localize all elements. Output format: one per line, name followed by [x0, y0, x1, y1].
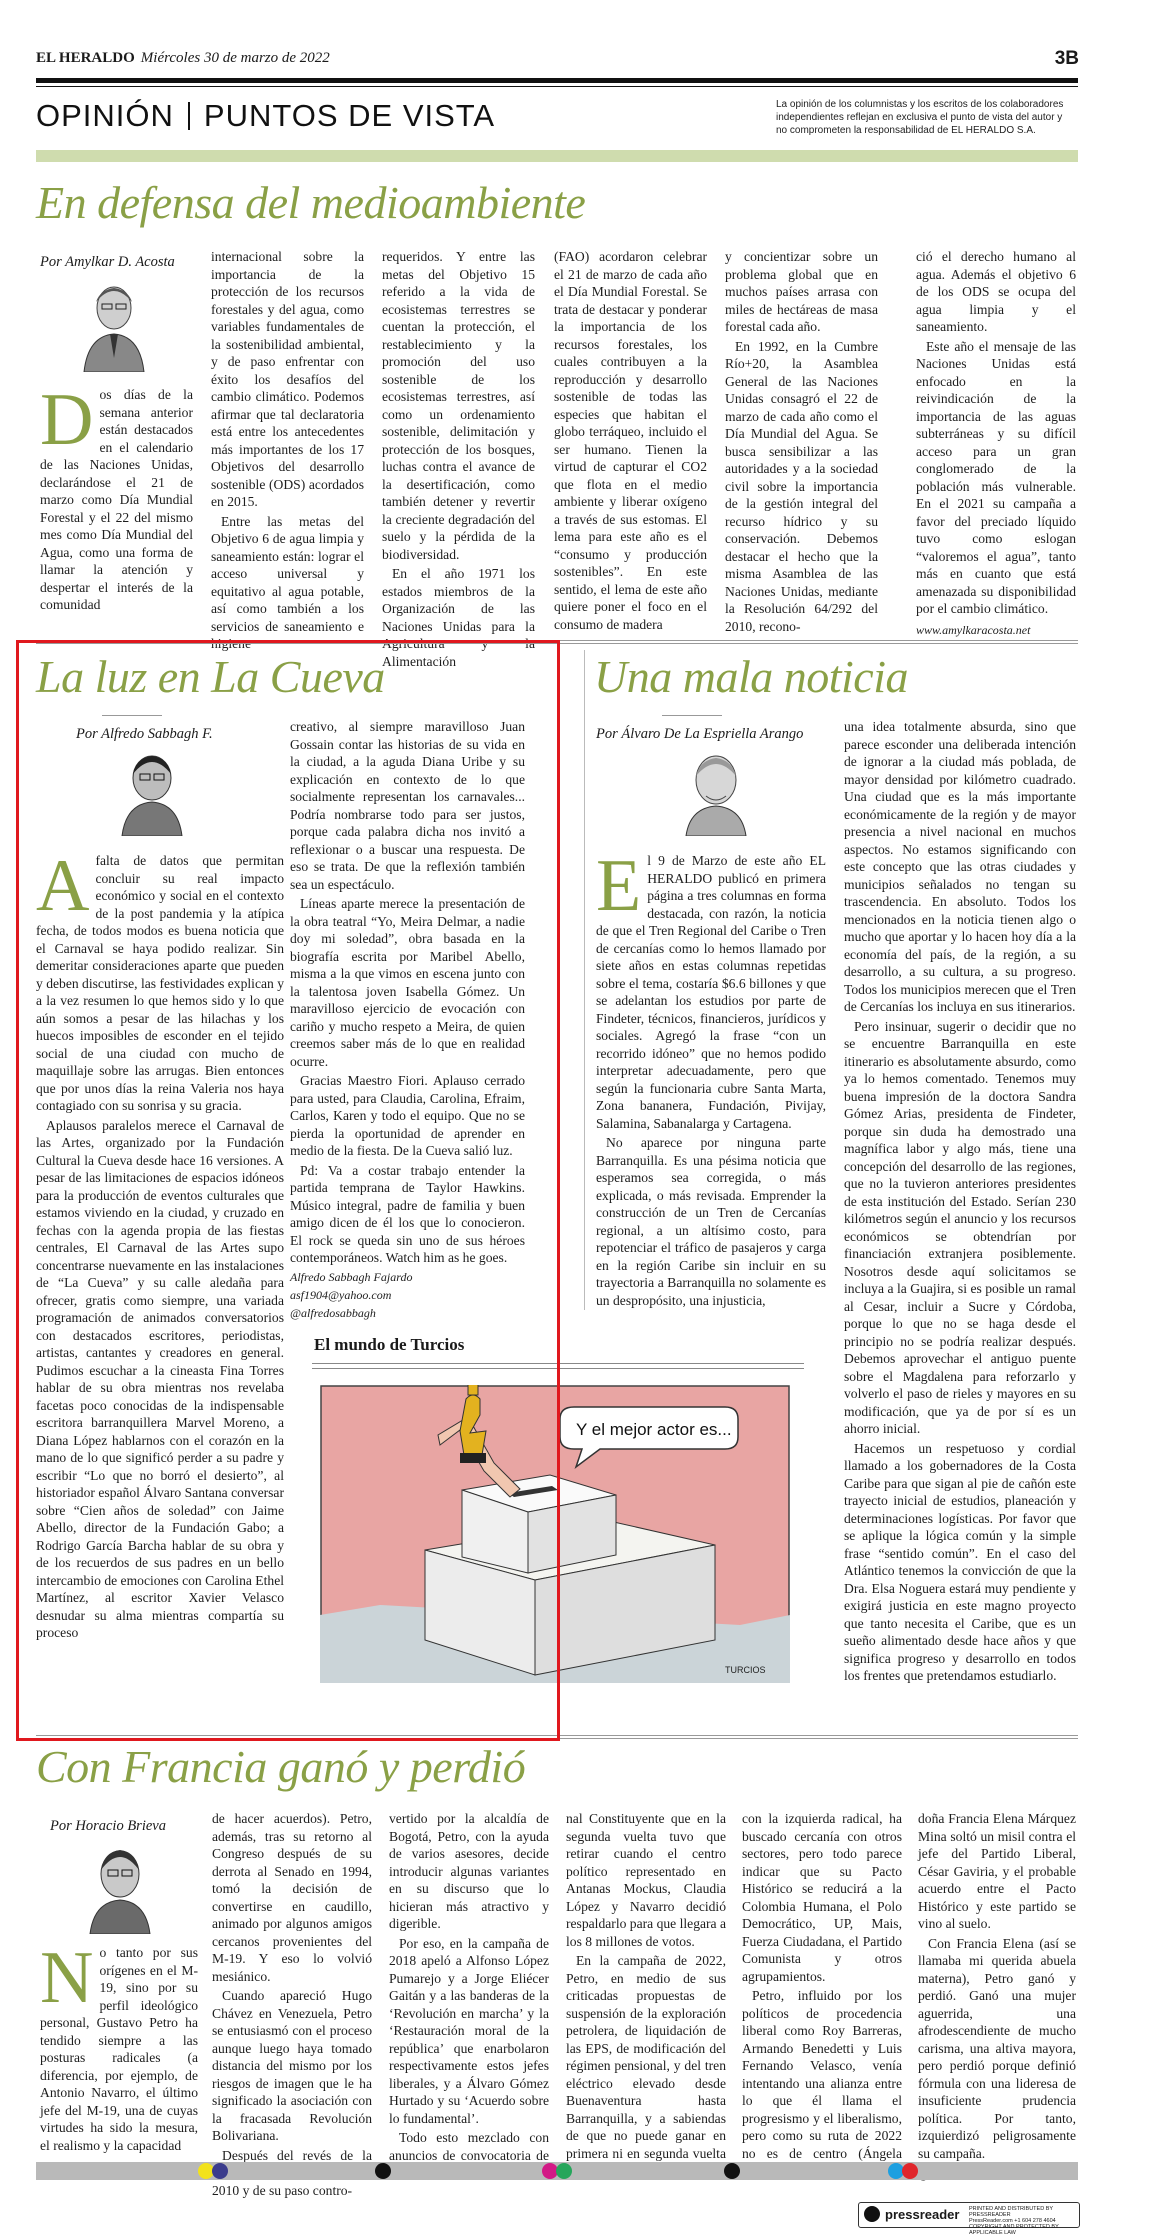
registration-dot: [556, 2163, 572, 2179]
article1-col3: [382, 248, 535, 672]
small-print-line: COPYRIGHT AND PROTECTED BY APPLICABLE LAW: [969, 2224, 1059, 2236]
paragraph: l 9 de Marzo de este año EL HERALDO publicó en primera página a tres columnas en forma destacada, con razón, la noticia de que el Tren Regional del Caribe o Tren de cercanías como lo hemos llamado por siete años en estas columnas repetidas sobre el tema, costaría $6.6 billones y que se adelantan los estudios por parte de Findeter, técnicos, financieros, jurídicos y sociales. Agregó la frase “con un recorrido idóneo” que no hemos podido interpretar adecuadamente, pero que según la funcionaria cubre Santa Marta, Zona bananera, Fundación, Pivijay, Salamina, Sabanalarga y Cartagena.: [596, 853, 826, 1131]
paragraph: Por eso, en la campaña de 2018 apeló a Alfonso López Pumarejo y a Jorge Eliécer Gaitán y a las banderas de la ‘Revolución en marcha’ y la ‘Restauración moral de la república’ que enarbolaron respectivamente estos jefes liberales, y a Álvaro Gómez Hurtado y su ‘Acuerdo sobre lo fundamental’.: [389, 1935, 549, 2126]
dropcap: A: [36, 845, 90, 927]
disclaimer: La opinión de los columnistas y los escritos de los colaboradores independientes reflejan en exclusiva el punto de vista del autor y no comprometen la responsabilidad de EL HERALDO S.A.: [776, 99, 1064, 136]
paragraph: Entre las metas del Objetivo 6 de agua limpia y saneamiento están: lograr el acceso universal y equitativo al agua potable, así como también a los servicios de saneamiento e higiene: [211, 513, 364, 651]
paragraph: En 1992, en la Cumbre Río+20, la Asamblea General de las Naciones Unidas consagró el 22 de marzo de cada año como el Día Mundial del Agua. Se busca sensibilizar a las autoridades y a la sociedad civil sobre la importancia de la gestión integral del recurso hídrico y su conservación. Debemos destacar el hecho que la misma Asamblea de las Naciones Unidas, mediante la Resolución 64/292 del 2010, recono-: [725, 338, 878, 634]
paragraph: Cuando apareció Hugo Chávez en Venezuela, Petro se entusiasmó con el proceso aunque luego haya tomado distancia del mismo por los riesgos de imagen que le ha significado la asociación con la fracasada Revolución Bolivariana.: [212, 1988, 372, 2143]
paragraph: vertido por la alcaldía de Bogotá, Petro, con la ayuda de varios asesores, decide introducir algunas variantes en su discurso que lo hicieran más atractivo y digerible.: [389, 1811, 549, 1931]
paragraph: requeridos. Y entre las metas del Objetivo 15 referido a la vida de ecosistemas terrestres se cuentan la protección, el restablecimiento y la promoción del uso sostenible de los ecosistemas terrestres, así como un ordenamiento sostenible, delimitación y protección de los bosques, luchas contra el avance de la desertificación, como también detener y revertir la creciente degradación del suelo y la pérdida de la biodiversidad.: [382, 249, 535, 562]
article1-headline: En defensa del medioambiente: [36, 177, 586, 228]
section-band: [36, 150, 1078, 162]
article1-col2: [211, 248, 364, 655]
paragraph: de hacer acuerdos). Petro, además, tras su retorno al Congreso después de su derrota al Senado en 1994, tomó la decisión de convertirse en caudillo, animado por algunos amigos cercanos provenientes del M-19. Y eso lo volvió mesiánico.: [212, 1811, 372, 1984]
article1-col1: [40, 379, 193, 616]
column-divider: [584, 650, 585, 1310]
paragraph: Pero insinuar, sugerir o decidir que no se encuentre Barranquilla en este itinerario es absolutamente absurdo, como ya lo hemos comentado. Tenemos muy buena impresión de la doctora Sandra Gómez Arias, presidenta de Findeter, porque sin duda ha demostrado una magnífica labor y algo más, tiene una concepción del desarrollo de las regiones, que no la tuvieron anteriores presidentes de esta institución del Estado. Serían 230 kilómetros según el anuncio y los recursos económicos se obtendrían por financiación extranjera posiblemente. Nosotros desde aquí solicitamos se incluya a la Guajira, si es posible un ramal al Cesar, incluir a Sucre y Córdoba, porque lo que no se haga desde el principio no se podría realizar después. Debemos aprovechar el antiguo puente sobre el Magdalena para reforzarlo y volverlo el paso de rieles y mayores en su modificación, que ya de por sí es un ahorro inicial.: [844, 1018, 1076, 1436]
author-portrait: [88, 1842, 152, 1934]
article3-headline: Una mala noticia: [594, 651, 908, 702]
paragraph: una idea totalmente absurda, sino que parece esconder una deliberada intención de ignorar a la ciudad más poblada, de mayor densidad por kilómetro cuadrado. Una ciudad que es la más importante económicamente de la región y de mayor presencia a nivel nacional en muchos aspectos. No estamos significando con este concepto que las otras ciudades y municipios señalados no tengan su trascendencia. En absoluto. Todos los mencionados en la noticia tienen algo o mucho que aportar y lo hacen hoy día a la economía del país, de la región, a su desarrollo, a su cultura, a su progreso. Todos los municipios merecen que el Tren de Cercanías los incluya en sus itinerarios.: [844, 719, 1076, 1014]
header-rule: [36, 78, 1078, 83]
author-portrait: [82, 278, 146, 372]
paragraph: y concientizar sobre un problema global que en muchos países arrasa con miles de hectáreas de masa forestal cada año.: [725, 249, 878, 334]
registration-dot: [724, 2163, 740, 2179]
section-title: [36, 98, 495, 134]
article1-col4: [554, 248, 707, 635]
pressreader-badge[interactable]: [858, 2202, 1080, 2236]
article4-headline: Con Francia ganó y perdió: [36, 1741, 526, 1792]
article4-col1: [40, 1937, 198, 2156]
article4-col3: [389, 1810, 549, 2184]
paragraph: No aparece por ninguna parte Barranquilla. Es una pésima noticia que esperamos sea corregida, o más explicada, o más revisada. Emprender la construcción de un Tren de Cercanías regional, a un altísimo costo, para repotenciar el tráfico de pasajeros y carga en la región Caribe sin incluir en su trayectoria a Barranquilla no solamente es un despropósito, una injusticia,: [596, 1135, 826, 1308]
paragraph: Pd: Va a costar trabajo entender la partida temprana de Taylor Hawkins. Músico integral, padre de familia y buen amigo dicen de él los que lo conocieron. El rock se queda sin uno de sus héroes contemporáneos. Watch him as he goes.: [290, 1162, 525, 1265]
paragraph: o tanto por sus orígenes en el M-19, sino por su perfil ideológico personal, Gustavo Petro ha tendido siempre a las posturas radicales (a diferencia, por ejemplo, de Antonio Navarro, el último jefe del M-19, una de cuyas virtudes ha sido la mesura, el realismo y la capacidad: [40, 1945, 198, 2153]
paragraph: Líneas aparte merece la presentación de la obra teatral “Yo, Meira Delmar, a nadie doy mi soledad”, obra basada en la biografía escrita por Maribel Abello, misma a la que vimos en escena junto con la talentosa joven Isabella Gómez. Un maravilloso ejercicio de evocación con cariño y mucho respeto a Meira, de quien creemos saber más de lo que en realidad ocurre.: [290, 896, 525, 1069]
author-website: www.amylkaracosta.net: [916, 622, 1031, 637]
paragraph: Todo esto mezclado con anuncios de convocatoria de: [389, 2130, 549, 2163]
paragraph: falta de datos que permitan concluir su real impacto económico y social en el contexto de la post pandemia y la atípica fecha, de todos modos es buena noticia que el Carnaval se haya podido realizar. Sin demeritar consideraciones aparte que pueden y deben discutirse, las festividades explican y a la vez resumen lo que hemos sido y lo que aún somos a pesar de las hilachas y los huecos imposibles de esconder en el tejido social de una ciudad con mucho de maquillaje sobre las arrugas. Bien entonces que por unos días la reina Valeria nos haya contagiado con su sonrisa y su gracia.: [36, 853, 285, 1113]
dropcap: E: [596, 845, 642, 927]
page-number: 3B: [1054, 48, 1079, 69]
paragraph: Con Francia Elena (así se llamaba mi querida abuela materna), Petro ganó y perdió. Ganó una mujer aguerrida, una afrodescendiente de mucho carisma, una altiva mayora, pero perdió porque definió fórmula con una lideresa de insuficiente prudencia política. Por tanto, izquierdizó peligrosamente su campaña.: [918, 1935, 1076, 2161]
byline-rule: [662, 715, 722, 716]
paragraph: internacional sobre la importancia de la protección de los recursos forestales y del agua, como variables fundamentales de la sostenibilidad ambiental, y de paso enfrentar con éxito los desafíos del cambio climático. Podemos afirmar que tal declaratoria está entre los antecedentes más importantes de los 17 Objetivos del desarrollo sostenible (ODS) acordados en 2015.: [211, 249, 364, 509]
paragraph: Gracias Maestro Fiori. Aplauso cerrado para usted, para Claudia, Carolina, Efraim, Carlos, Karen y todo el equipo. Que no se pierda la oportunidad de aprender en medio de la fiesta. De la Cueva salió luz.: [290, 1073, 525, 1158]
cartoonist-signature: TURCIOS: [725, 1665, 766, 1675]
article4-col2: [212, 1810, 372, 2201]
paragraph: Petro, influido por los políticos de procedencia liberal como Roy Barreras, Armando Benedetti y Luis Fernando Velasco, venía intentando una alianza entre lo que él llama el progresismo y el liberalismo, pero como su ruta de 2022 no es de centro (Ángela: [742, 1988, 902, 2161]
article2-headline: La luz en La Cueva: [36, 651, 385, 702]
paragraph: ció el derecho humano al agua. Además el objetivo 6 de los ODS se ocupa del agua limpia y el saneamiento.: [916, 249, 1076, 334]
small-print-line: PRINTED AND DISTRIBUTED BY PRESSREADER: [969, 2206, 1053, 2218]
issue-date: Miércoles 30 de marzo de 2022: [140, 50, 330, 66]
article2-byline: Por Alfredo Sabbagh F.: [76, 726, 213, 742]
article3-byline: Por Álvaro De La Espriella Arango: [596, 726, 804, 742]
signature-name: Alfredo Sabbagh Fajardo: [290, 1269, 413, 1284]
pressreader-brand: pressreader: [885, 2207, 960, 2222]
paragraph: Hacemos un respetuoso y cordial llamado a los gobernadores de la Costa Caribe para que sigan al pie de cañón este trayecto inicial de estudios, planeación y determinaciones logísticas. Por favor que se aplique la lógica común y la simple frase “sentido común”. En el caso del Atlántico tenemos la convicción de que la Dra. Elsa Noguera estará muy pendiente y exigirá justicia en este magno proyecto que tanto necesita el Caribe, que es un sueño alimentado desde hace años y que significa progreso y desarrollo en todos los frentes que pretendamos estudiarlo.: [844, 1440, 1076, 1683]
article1-col6: [916, 248, 1076, 641]
registration-dot: [375, 2163, 391, 2179]
author-portrait: [684, 748, 748, 836]
paragraph: os días de la semana anterior están destacados en el calendario de las Naciones Unidas, declarándose el 21 de marzo como Día Mundial Forestal y el 22 del mismo mes como Día Mundial del Agua, como una forma de llamar la atención y despertar el interés de la comunidad: [40, 387, 193, 612]
article4-byline: Por Horacio Brieva: [50, 1818, 166, 1834]
paragraph: con la izquierda radical, ha buscado cercanía con otros sectores, pero todo parece indicar que su Pacto Histórico se reducirá a la Colombia Humana, el Polo Democrático, UP, Mais, Fuerza Ciudadana, el Partido Comunista y otros agrupamientos.: [742, 1811, 902, 1984]
section-name: OPINIÓN: [36, 98, 174, 133]
paper-name: EL HERALDO: [36, 50, 135, 66]
paragraph: nal Constituyente que en la segunda vuelta tuvo que retirar cuando el centro político representado en Antanas Mockus, Claudia López y Navarro decidió respaldarlo para que llegara a los 8 millones de votos.: [566, 1811, 727, 1949]
masthead: [36, 50, 330, 67]
dropcap: N: [40, 1937, 94, 2019]
subsection-name: PUNTOS DE VISTA: [203, 98, 496, 133]
paragraph: creativo, al siempre maravilloso Juan Gossain contar las historias de su vida en la ciudad, a la aguda Diana Uribe y su explicación en contexto de lo que socialmente representan los carnavales... Podría nombrarse todo para ser justos, porque cada palabra dicha nos invitó a reflexionar o a buscar una respuesta. De eso se trata. De que la reflexión también sea un espectáculo.: [290, 719, 525, 892]
article3-col1: [596, 845, 826, 1311]
header-rule-thin: [36, 86, 1078, 87]
article1-byline: Por Amylkar D. Acosta: [40, 254, 175, 270]
article4-col4: [566, 1810, 726, 2182]
paragraph: Aplausos paralelos merece el Carnaval de las Artes, organizado por la Fundación Cultural la Cueva desde hace 16 versiones. A pesar de las limitaciones de espacios idóneos para la producción de eventos culturales que estamos viviendo en la ciudad, y cruzado en fechas con la agenda propia de las fiestas centrales, El Carnaval de las Artes supo concentrarse nuevamente en las instalaciones de “La Cueva” y su calle aledaña para ofrecer, gratis como siempre, una variada programación de animados conversatorios con destacados escritores, periodistas, artistas, cantantes y creadores en general. Pudimos escuchar a la cineasta Fina Torres hablar de su obra mientras nos revelaba facetas poco conocidas de la indispensable escritora barranquillera Marvel Moreno, a Diana López hablarnos con el corazón en la mano de lo que significó perder a su padre y escribir “Lo que no borró el desierto”, al historiador español Álvaro Santana conversar sobre “Cien años de soledad” con Jaime Abello, director de la Fundación Gabo; a Rodrigo García Barcha hablar de su obra y de los recuerdos de sus padres en un bello intercambio de emociones con Carolina Ethel Martínez, al escritor Xavier Velasco desnudar su alma mientras compartía su proceso: [36, 1117, 284, 1640]
paragraph: En la campaña de 2022, Petro, en medio de sus criticadas propuestas de suspensión de la exploración petrolera, de liquidación de las EPS, de modificación del régimen pensional, y del tren eléctrico elevado desde Buenaventura hasta Barranquilla, y a sabiendas de que no puede ganar en primera ni en segunda vuelta: [566, 1953, 726, 2161]
small-print-line: PressReader.com +1 604 278 4604: [969, 2218, 1056, 2224]
article4-col5: [742, 1810, 902, 2182]
signature-handle: @alfredosabbagh: [290, 1305, 376, 1320]
paragraph: (FAO) acordaron celebrar el 21 de marzo de cada año el Día Mundial Forestal. Se trata de destacar y ponderar la importancia de los recursos forestales, los cuales contribuyen a la reproducción y desarrollo sostenible de todas las especies que habitan el globo terráqueo, incluido el ser humano. Tienen la virtud de capturar el CO2 que flota en el medio ambiente y liberar oxígeno a través de sus estomas. El lema para este año es el “consumo y producción sostenibles”. En este sentido, el lema de este año quiere poner el foco en el consumo de madera: [554, 249, 707, 632]
registration-dot: [212, 2163, 228, 2179]
registration-dot: [902, 2163, 918, 2179]
pressreader-logo-icon: [864, 2206, 880, 2222]
article1-col5: [725, 248, 878, 637]
cartoon-title: El mundo de Turcios: [314, 1335, 465, 1354]
paragraph: En el año 1971 los estados miembros de la Organización de las Naciones Unidas para la Agricultura y la Alimentación: [382, 566, 535, 669]
article3-col2: [844, 718, 1076, 1687]
paragraph: Después del revés de la 2010 y de su paso contro-: [212, 2147, 372, 2198]
dropcap: D: [40, 379, 94, 461]
speech-bubble-text: Y el mejor actor es...: [576, 1420, 732, 1439]
paragraph: Este año el mensaje de las Naciones Unidas está enfocado en la reivindicación de la importancia de las aguas subterráneas y su difícil acceso para un gran conglomerado de la población más vulnerable. En el 2021 su campaña a favor del preciado líquido tuvo como eslogan “valoremos el agua”, tanto más en cuanto que está amenazada su disponibilidad por el cambio climático.: [916, 338, 1076, 616]
paragraph: doña Francia Elena Márquez Mina soltó un misil contra el jefe del Partido Liberal, César Gaviria, y el probable acuerdo entre el Pacto Histórico y este partido se vino al suelo.: [918, 1811, 1076, 1931]
signature-email: asf1904@yahoo.com: [290, 1287, 392, 1302]
article4-col6: [918, 1810, 1076, 2186]
selection-highlight: [16, 640, 560, 1741]
